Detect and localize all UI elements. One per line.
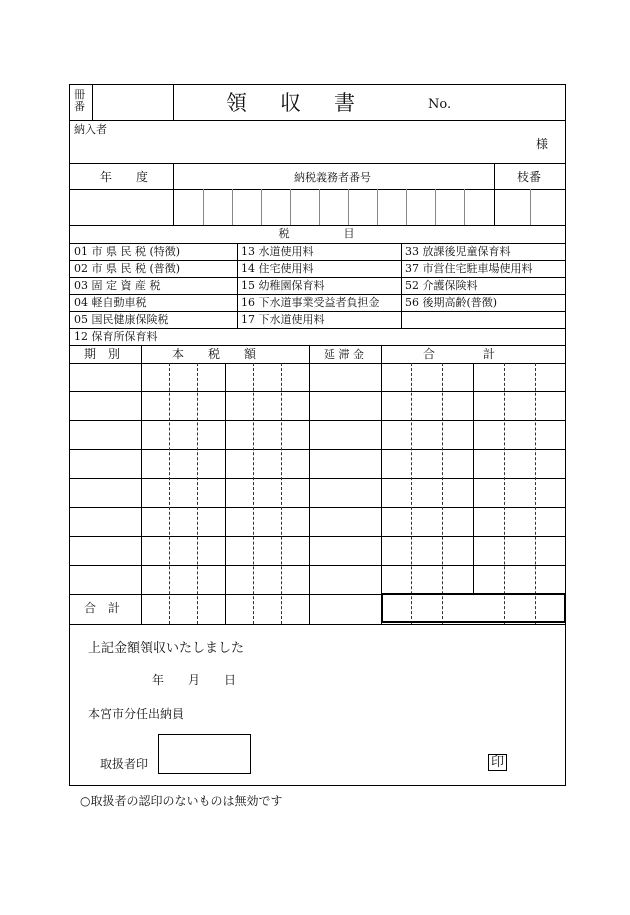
tax-item[interactable]: 17 下水道使用料 bbox=[241, 313, 325, 326]
validity-note: ○取扱者の認印のないものは無効です bbox=[80, 794, 283, 808]
payer-label: 納入者 bbox=[74, 123, 107, 136]
digit-divider bbox=[377, 189, 378, 225]
period-header: 期 別 bbox=[84, 347, 121, 361]
received-statement: 上記金額領収いたしました bbox=[88, 641, 245, 656]
tax-item[interactable]: 16 下水道事業受益者負担金 bbox=[241, 296, 380, 309]
divider bbox=[70, 391, 565, 392]
digit-divider bbox=[348, 189, 349, 225]
divider bbox=[70, 536, 565, 537]
late-fee-header: 延 滞 金 bbox=[324, 348, 364, 361]
branch-number-field[interactable] bbox=[495, 189, 567, 225]
total-row-label: 合 計 bbox=[84, 601, 121, 615]
tax-item[interactable]: 03 固 定 資 産 税 bbox=[74, 279, 161, 292]
divider bbox=[70, 225, 565, 226]
digit-divider bbox=[290, 189, 291, 225]
total-header: 合 計 bbox=[423, 347, 496, 361]
divider bbox=[70, 243, 565, 244]
divider bbox=[70, 565, 565, 566]
divider bbox=[70, 163, 565, 164]
fiscal-year-field[interactable] bbox=[70, 189, 173, 225]
divider bbox=[70, 328, 565, 329]
receipt-date: 年 月 日 bbox=[152, 673, 237, 687]
handler-seal-box[interactable] bbox=[158, 734, 251, 774]
receipt-title: 領 収 書 bbox=[226, 91, 361, 115]
tax-item[interactable]: 37 市営住宅駐車場使用料 bbox=[405, 262, 533, 275]
digit-guide bbox=[169, 363, 170, 624]
digit-guide bbox=[535, 363, 536, 624]
tax-items-title: 税 目 bbox=[278, 227, 357, 240]
divider bbox=[70, 624, 565, 625]
digit-divider bbox=[530, 189, 531, 225]
divider bbox=[70, 311, 565, 312]
digit-guide bbox=[411, 363, 412, 624]
cashier-label: 本宮市分任出納員 bbox=[88, 707, 185, 721]
divider bbox=[70, 120, 565, 121]
digit-guide bbox=[442, 363, 443, 624]
divider bbox=[473, 363, 474, 594]
grand-total-box[interactable] bbox=[381, 593, 566, 623]
branch-number-label: 枝番 bbox=[517, 170, 542, 184]
payer-honorific: 様 bbox=[536, 137, 549, 151]
digit-guide bbox=[253, 363, 254, 624]
divider bbox=[381, 345, 382, 624]
digit-divider bbox=[319, 189, 320, 225]
divider bbox=[70, 507, 565, 508]
tax-item[interactable]: 56 後期高齢(普徴) bbox=[405, 296, 498, 309]
tax-item[interactable]: 05 国民健康保険税 bbox=[74, 313, 169, 326]
handler-seal-label: 取扱者印 bbox=[100, 757, 149, 771]
divider bbox=[309, 345, 310, 624]
tax-item[interactable]: 33 放課後児童保育料 bbox=[405, 245, 511, 258]
digit-guide bbox=[197, 363, 198, 624]
divider bbox=[401, 243, 402, 328]
divider bbox=[173, 85, 174, 120]
divider bbox=[70, 345, 565, 346]
volume-no-field[interactable] bbox=[93, 85, 173, 120]
digit-divider bbox=[435, 189, 436, 225]
fiscal-year-label: 年 度 bbox=[100, 170, 149, 184]
divider bbox=[70, 478, 565, 479]
divider bbox=[70, 294, 565, 295]
tax-item[interactable]: 02 市 県 民 税 (普徴) bbox=[74, 262, 181, 275]
digit-guide bbox=[281, 363, 282, 624]
receipt-form bbox=[69, 84, 566, 786]
volume-no-label: 冊番 bbox=[74, 88, 85, 113]
divider bbox=[70, 420, 565, 421]
taxpayer-number-label: 納税義務者番号 bbox=[294, 171, 371, 184]
base-tax-header: 本 税 額 bbox=[172, 347, 257, 361]
divider bbox=[70, 277, 565, 278]
digit-divider bbox=[261, 189, 262, 225]
divider bbox=[70, 363, 565, 364]
tax-item[interactable]: 04 軽自動車税 bbox=[74, 296, 147, 309]
taxpayer-number-field[interactable] bbox=[174, 189, 494, 225]
digit-divider bbox=[203, 189, 204, 225]
digit-divider bbox=[406, 189, 407, 225]
tax-item[interactable]: 52 介護保険料 bbox=[405, 279, 478, 292]
divider bbox=[225, 363, 226, 624]
digit-divider bbox=[232, 189, 233, 225]
divider bbox=[70, 449, 565, 450]
tax-item[interactable]: 13 水道使用料 bbox=[241, 245, 314, 258]
tax-item[interactable]: 15 幼稚園保育料 bbox=[241, 279, 325, 292]
tax-item[interactable]: 12 保育所保育料 bbox=[74, 330, 158, 343]
payer-name-field[interactable] bbox=[118, 122, 538, 162]
receipt-number-label: No. bbox=[428, 97, 452, 112]
tax-item[interactable]: 01 市 県 民 税 (特徴) bbox=[74, 245, 181, 258]
divider bbox=[237, 243, 238, 328]
tax-item[interactable]: 14 住宅使用料 bbox=[241, 262, 314, 275]
digit-guide bbox=[504, 363, 505, 624]
divider bbox=[70, 260, 565, 261]
divider bbox=[141, 345, 142, 624]
digit-divider bbox=[464, 189, 465, 225]
seal-mark: 印 bbox=[488, 754, 507, 771]
